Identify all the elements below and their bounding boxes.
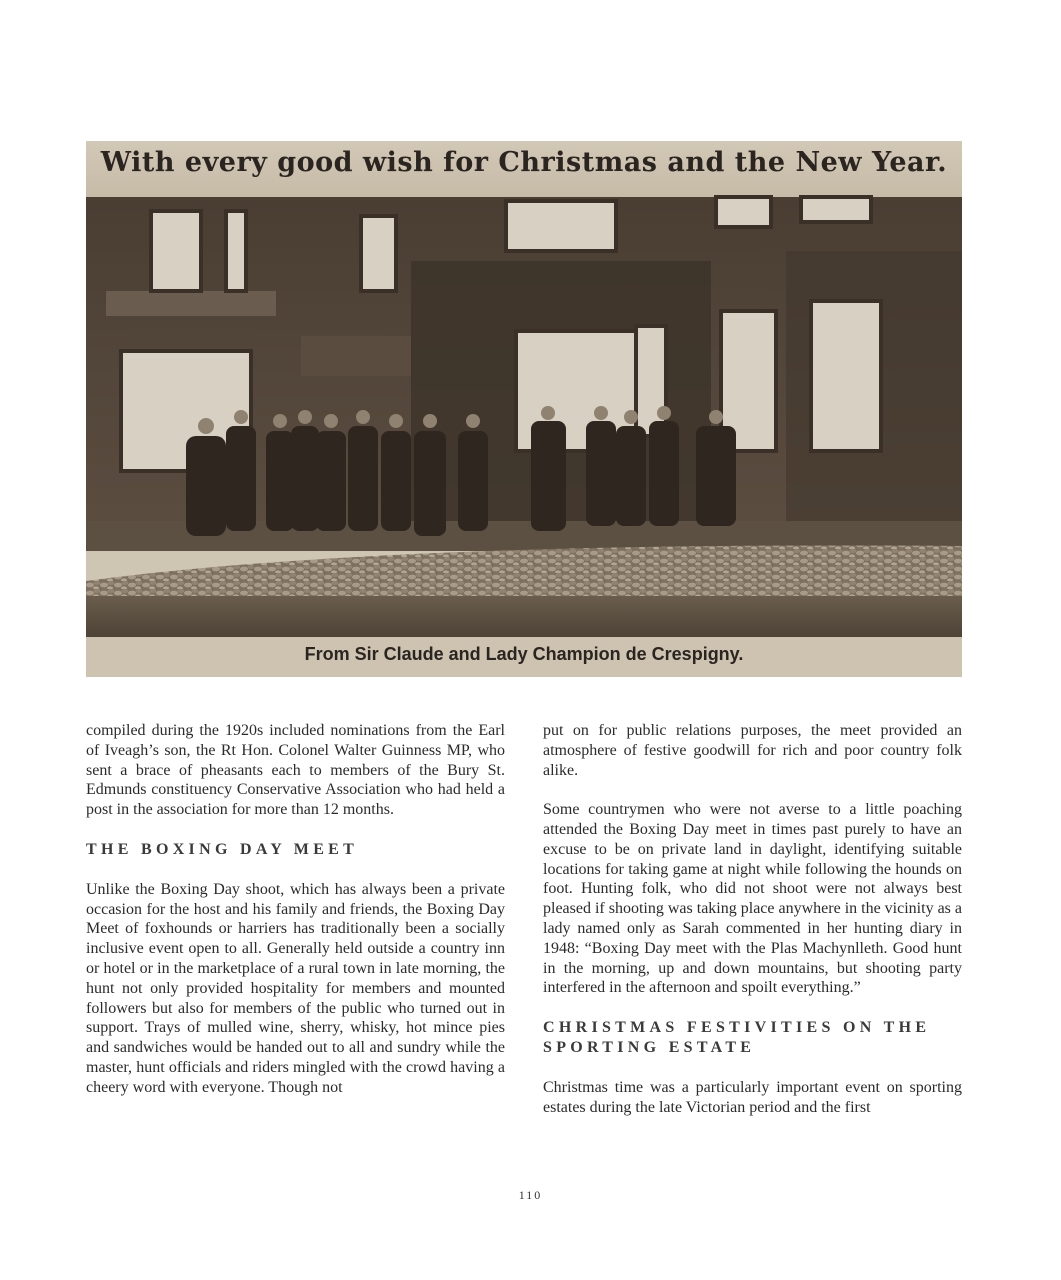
body-paragraph: Unlike the Boxing Day shoot, which has always been a private occasion for the host and his family and friends, the Boxing Day Meet of foxhounds or harriers has traditionally been a socially inclusive event open to all. Generally held outside a country inn or hotel or in the marketplace of a rural town in late morning, the hunt not only provided hospitality for members and mounted followers but also for members of the public who turned out in support. Trays of mulled wine, sherry, whisky, hot mince pies and sandwiches would be handed out to all and sundry while the master, hunt officials and riders mingled with the crowd having a cheery word with everyone. Though not [86,880,505,1096]
body-paragraph: compiled during the 1920s included nominations from the Earl of Iveagh’s son, the Rt Hon. Colonel Walter Guinness MP, who sent a brace of pheasants each to members of the Bury St. Edmunds constituency Conservative Association who had held a post in the association for more than 12 months. [86,722,505,819]
body-paragraph: put on for public relations purposes, the meet provided an atmosphere of festive goodwill for rich and poor country folk alike. [543,722,962,779]
page-number: 110 [518,1188,543,1202]
sepia-house-scene [86,141,962,677]
photo-caption-top: With every good wish for Christmas and the New Year. [100,147,948,178]
postcard-photograph [86,141,962,677]
right-column [543,721,962,1117]
body-paragraph: Christmas time was a particularly important event on sporting estates during the late Victorian period and the first [543,1078,962,1116]
left-column [86,721,505,1098]
body-paragraph: Some countrymen who were not averse to a little poaching attended the Boxing Day meet in times past purely to have an excuse to be on private land in daylight, identifying suitable locations for taking game at night while following the hounds on foot. Hunting folk, who did not shoot were not always best pleased if shooting was taking place anywhere in the vicinity as a lady named only as Sarah commented in her hunting diary in 1948: “Boxing Day meet with the Plas Machynlleth. Good hunt in the morning, up and down mountains, but shooting party interfered in the afternoon and spoilt everything.” [543,801,962,997]
section-heading-christmas-festivities: CHRISTMAS FESTIVITIES ON THE SPORTING ESTATE [543,1019,931,1056]
section-heading-boxing-day-meet: THE BOXING DAY MEET [86,840,359,858]
photo-caption-bottom: From Sir Claude and Lady Champion de Crespigny. [304,644,744,664]
